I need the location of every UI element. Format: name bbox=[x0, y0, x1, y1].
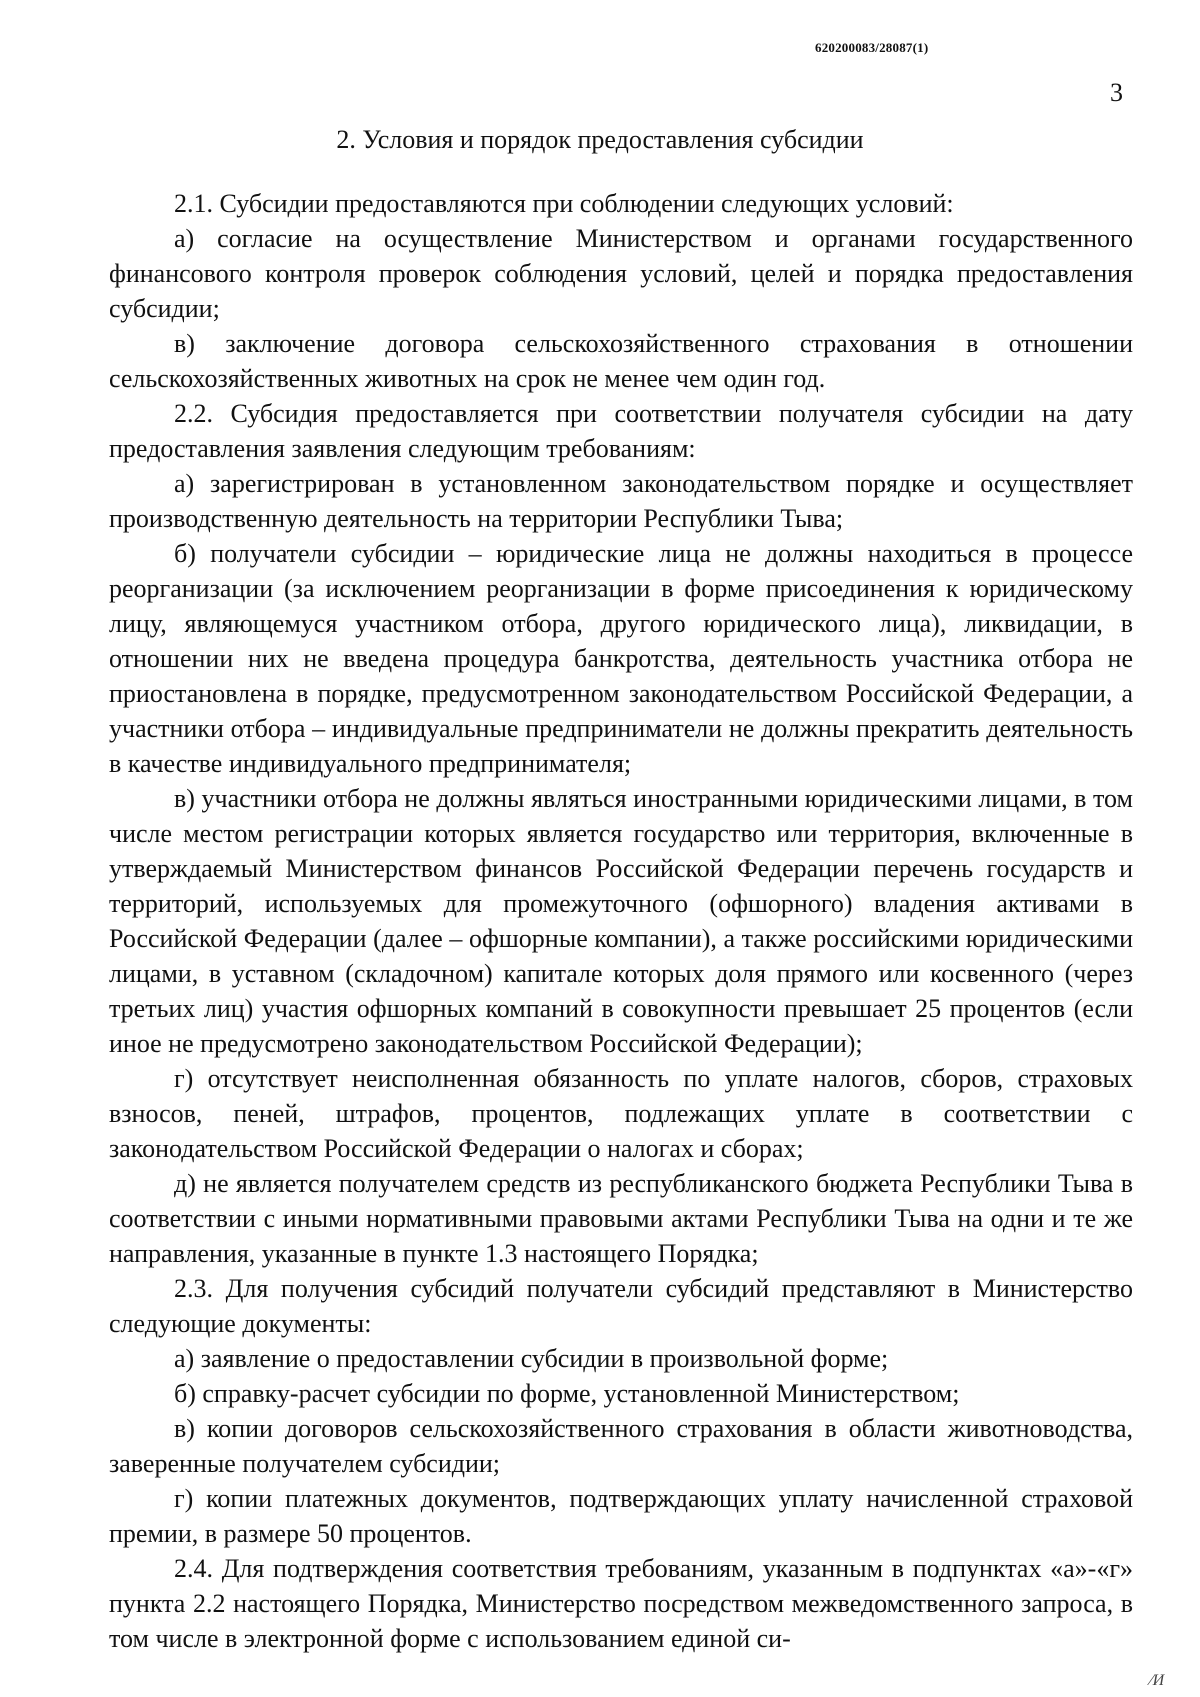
section-title: 2. Условия и порядок предоставления субсидии bbox=[336, 125, 864, 154]
handwritten-mark: ∕И bbox=[1150, 1672, 1165, 1689]
paragraph: 2.3. Для получения субсидий получатели субсидий представляют в Министерство следующие документы: bbox=[109, 1274, 1133, 1338]
paragraph: г) копии платежных документов, подтверждающих уплату начисленной страховой премии, в размере 50 процентов. bbox=[109, 1484, 1133, 1548]
paragraph: г) отсутствует неисполненная обязанность по уплате налогов, сборов, страховых взносов, пеней, штрафов, процентов, подлежащих уплате в соответствии с законодательством Российской Федерации о налогах и сборах; bbox=[109, 1064, 1133, 1163]
paragraph: б) справку-расчет субсидии по форме, установленной Министерством; bbox=[174, 1379, 960, 1408]
paragraph: а) заявление о предоставлении субсидии в произвольной форме; bbox=[174, 1344, 889, 1373]
paragraph: 2.4. Для подтверждения соответствия требованиям, указанным в подпунктах «а»-«г» пункта 2.2 настоящего Порядка, Министерство посредством межведомственного запроса, в том числе в электронной форме с использованием единой си- bbox=[109, 1554, 1133, 1653]
paragraph: д) не является получателем средств из республиканского бюджета Республики Тыва в соответствии с иными нормативными правовыми актами Республики Тыва на одни и те же направления, указанные в пункте 1.3 настоящего Порядка; bbox=[109, 1169, 1133, 1268]
paragraph: в) участники отбора не должны являться иностранными юридическими лицами, в том числе местом регистрации которых является государство или территория, включенные в утверждаемый Министерством финансов Российской Федерации перечень государств и территорий, используемых для промежуточного (офшорного) владения активами в Российской Федерации (далее – офшорные компании), а также российскими юридическими лицами, в уставном (складочном) капитале которых доля прямого или косвенного (через третьих лиц) участия офшорных компаний в совокупности превышает 25 процентов (если иное не предусмотрено законодательством Российской Федерации); bbox=[109, 784, 1133, 1058]
paragraph: 2.1. Субсидии предоставляются при соблюдении следующих условий: bbox=[174, 189, 954, 218]
paragraph: б) получатели субсидии – юридические лица не должны находиться в процессе реорганизации (за исключением реорганизации в форме присоединения к юридическому лицу, являющемуся участником отбора, другого юридического лица), ликвидации, в отношении них не введена процедура банкротства, деятельность участника отбора не приостановлена в порядке, предусмотренном законодательством Российской Федерации, а участники отбора – индивидуальные предприниматели не должны прекратить деятельность в качестве индивидуального предпринимателя; bbox=[109, 539, 1133, 778]
paragraph: в) копии договоров сельскохозяйственного страхования в области животноводства, заверенные получателем субсидии; bbox=[109, 1414, 1133, 1478]
document-body bbox=[109, 186, 1133, 1656]
paragraph: 2.2. Субсидия предоставляется при соответствии получателя субсидии на дату предоставления заявления следующим требованиям: bbox=[109, 399, 1133, 463]
paragraph: в) заключение договора сельскохозяйственного страхования в отношении сельскохозяйственных животных на срок не менее чем один год. bbox=[109, 329, 1133, 393]
page-number: 3 bbox=[1110, 78, 1123, 107]
paragraph: а) согласие на осуществление Министерством и органами государственного финансового контроля проверок соблюдения условий, целей и порядка предоставления субсидии; bbox=[109, 224, 1133, 323]
document-id: 620200083/28087(1) bbox=[815, 40, 929, 55]
paragraph: а) зарегистрирован в установленном законодательством порядке и осуществляет производственную деятельность на территории Республики Тыва; bbox=[109, 469, 1133, 533]
